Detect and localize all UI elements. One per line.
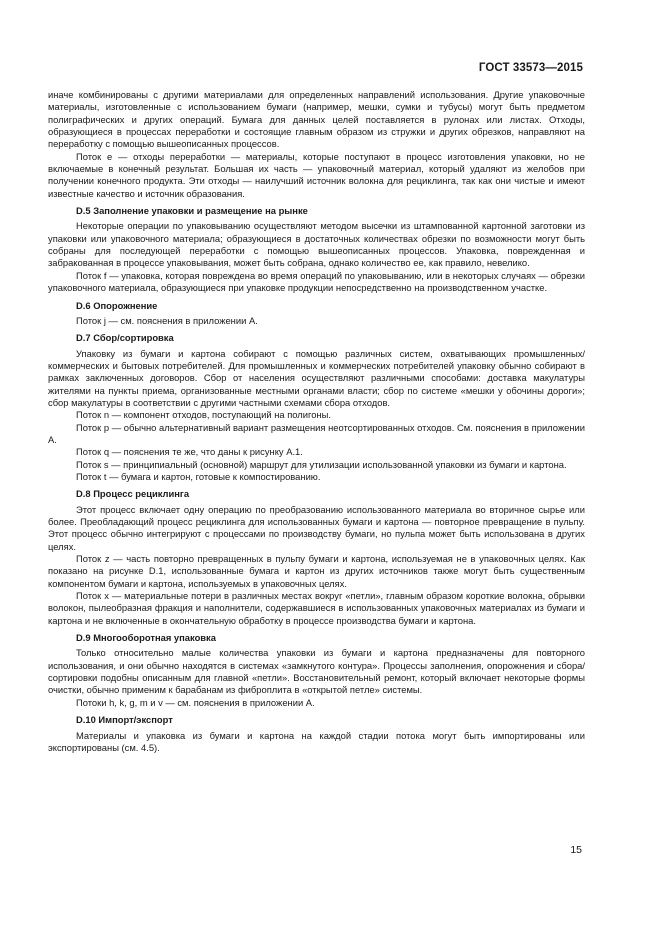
paragraph: Поток f — упаковка, которая повреждена во время операций по упаковыванию, или в некоторых случаях — обрезки упаковочного материала, образующиеся при упаковке продукции непосредственно на производственном участке. xyxy=(48,269,585,294)
document-body xyxy=(48,89,585,754)
section-heading: D.10 Импорт/экспорт xyxy=(76,714,173,726)
section-heading: D.9 Многооборотная упаковка xyxy=(76,632,216,644)
paragraph: Поток j — см. пояснения в приложении А. xyxy=(76,314,258,326)
paragraph: Поток е — отходы переработки — материалы, которые поступают в процесс изготовления упаковки, но не включаемые в конечный результат. Большая их часть — упаковочный материал, который удаляют из желобов при получении конечного продукта. Эти отходы — наилучший источник волокна для рециклинга, так как они чистые и имеют известные качество и источник образования. xyxy=(48,150,585,199)
page-header: ГОСТ 33573—2015 xyxy=(478,62,583,74)
paragraph: Потоки h, k, g, m и v — см. пояснения в приложении А. xyxy=(76,696,315,708)
section-heading: D.5 Заполнение упаковки и размещение на рынке xyxy=(76,205,308,217)
paragraph: Упаковку из бумаги и картона собирают с помощью различных систем, охватывающих промышленных/коммерческих и бытовых потребителей. Для промышленных и коммерческих потребителей упаковку обычно собирают в рамках заключенных договоров. Сбор от населения осуществляют различными способами: доставка макулатуры жителями на пункты приема, организованные местными органами власти; сбор по системе «мешки у обочины дороги»; сбор макулатуры в соответствии с другими частными схемами сбора отходов. xyxy=(48,347,585,408)
paragraph: Только относительно малые количества упаковки из бумаги и картона предназначены для повторного использования, и они обычно находятся в системах «замкнутого контура». Процессы заполнения, опорожнения и сбора/сортировки подобны описанным для главной «петли». Восстановительный ремонт, который включает некоторые формы очистки, обычно применим к барабанам из фиброплита в «открытой петле» системы. xyxy=(48,647,585,696)
paragraph: Поток s — принципиальный (основной) маршрут для утилизации использованной упаковки из бумаги и картона. xyxy=(76,458,567,470)
paragraph: Поток q — пояснения те же, что даны к рисунку А.1. xyxy=(76,446,303,458)
paragraph: Поток t — бумага и картон, готовые к компостированию. xyxy=(76,470,321,482)
paragraph: Этот процесс включает одну операцию по преобразованию использованного материала во вторичное сырье или более. Преобладающий процесс рециклинга для использованных бумаги и картона — повторное превращение в пульпу. Этот процесс обычно интегрируют с процессами по производству бумаги, но пульпа может быть использована в других целях. xyxy=(48,503,585,552)
paragraph: Поток z — часть повторно превращенных в пульпу бумаги и картона, используемая не в упаковочных целях. Как показано на рисунке D.1, использованные бумага и картон из других источников также могут быть существенным компонентом бумаги и картона, используемых в упаковочных целях. xyxy=(48,553,585,589)
paragraph: Материалы и упаковка из бумаги и картона на каждой стадии потока могут быть импортированы или экспортированы (см. 4.5). xyxy=(48,729,585,753)
paragraph: Поток p — обычно альтернативный вариант размещения неотсортированных отходов. См. пояснения в приложении А. xyxy=(48,421,585,445)
paragraph: Некоторые операции по упаковыванию осуществляют методом высечки из штампованной картонной заготовки из упаковки или упаковочного материала; образующиеся в достаточных количествах обрезки по возможности могут быть собраны для последующей переработки с помощью вышеописанных процессов. Упаковка, поврежденная и забракованная в процессе упаковывания, может быть собрана, однако количество ее, как правило, невелико. xyxy=(48,220,585,269)
paragraph: Поток x — материальные потери в различных местах вокруг «петли», главным образом короткие волокна, обрывки волокон, пылеобразная фракция и наполнители, содержавшиеся в использованных упаковочных материалах из бумаги и картона и не включенные в окончательную обработку в процессе производства бумаги и картона. xyxy=(48,590,585,626)
section-heading: D.6 Опорожнение xyxy=(76,299,158,311)
page-number: 15 xyxy=(570,844,582,856)
section-heading: D.8 Процесс рециклинга xyxy=(76,488,190,500)
section-heading: D.7 Сбор/сортировка xyxy=(76,332,174,344)
paragraph: Поток n — компонент отходов, поступающий на полигоны. xyxy=(76,409,331,421)
paragraph: иначе комбинированы с другими материалами для определенных направлений использования. Другие упаковочные материалы, изготовленные с использованием бумаги (например, мешки, сумки и тубусы) могут быть предметом полиграфических и других операций. Бумага для данных целей поставляется в рулонах или листах. Отходы, образующиеся в процессах переработки и состоящие главным образом из стружки и других обрезков, направляют на переработку с помощью вышеописанных процессов. xyxy=(48,89,585,150)
